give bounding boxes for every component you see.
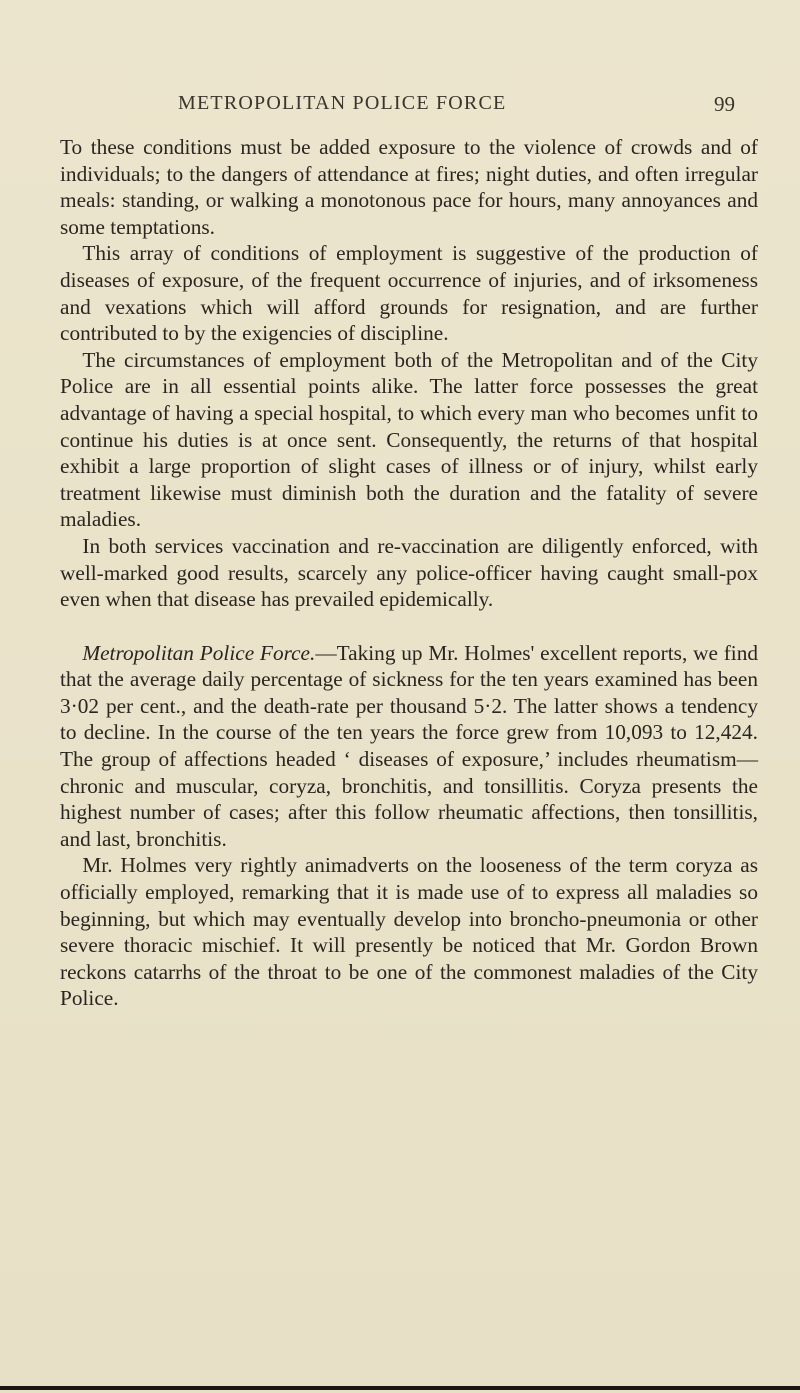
bottom-rule [0,1386,800,1390]
paragraph-vaccination: In both services vaccination and re-vaccination are diligently enforced, with well-marked good results, scarcely any police-officer having caught small-pox even when that disease has prevailed epidemically. [60,533,758,612]
running-head [0,92,800,122]
body-text [60,134,758,1012]
page-number: 99 [714,92,735,116]
paragraph-holmes: Mr. Holmes very rightly animadverts on the looseness of the term coryza as officially employed, remarking that it is made use of to express all maladies so beginning, but which may eventually develop into broncho-pneumonia or other severe thoracic mischief. It will presently be noticed that Mr. Gordon Brown reckons catarrhs of the throat to be one of the commonest maladies of the City Police. [60,853,758,1011]
section-heading: Metropolitan Police Force. [82,640,316,665]
paragraph-circumstances: The circumstances of employment both of the Metropolitan and of the City Police are in all essential points alike. The latter force possesses the great advantage of having a special hospital, to which every man who becomes unfit to continue his duties is at once sent. Consequently, the returns of that hospital exhibit a large proportion of slight cases of illness or of injury, whilst early treatment likewise must diminish both the duration and the fatality of severe maladies. [60,347,758,532]
paragraph-metropolitan-police [60,640,758,853]
section-body: —Taking up Mr. Holmes' excellent reports, we find that the average daily percentage of sickness for the ten years examined has been 3·02 per cent., and the death-rate per thousand 5·2. The latter shows a tendency to decline. In the course of the ten years the force grew from 10,093 to 12,424. The group of affections headed ‘ diseases of exposure,’ includes rheumatism—chronic and muscular, coryza, bronchitis, and tonsillitis. Coryza presents the highest number of cases; after this follow rheumatic affections, then tonsillitis, and last, bronchitis. [60,640,758,851]
paragraph-conditions: To these conditions must be added exposure to the violence of crowds and of individuals; to the dangers of attendance at fires; night duties, and often irregular meals: standing, or walking a monotonous pace for hours, many annoyances and some temptations. [60,135,758,239]
running-title: METROPOLITAN POLICE FORCE [178,92,507,114]
paragraph-array-of-conditions: This array of conditions of employment is suggestive of the production of diseases of exposure, of the frequent occurrence of injuries, and of irksomeness and vexations which will afford grounds for resignation, and are further contributed to by the exigencies of discipline. [60,241,758,346]
